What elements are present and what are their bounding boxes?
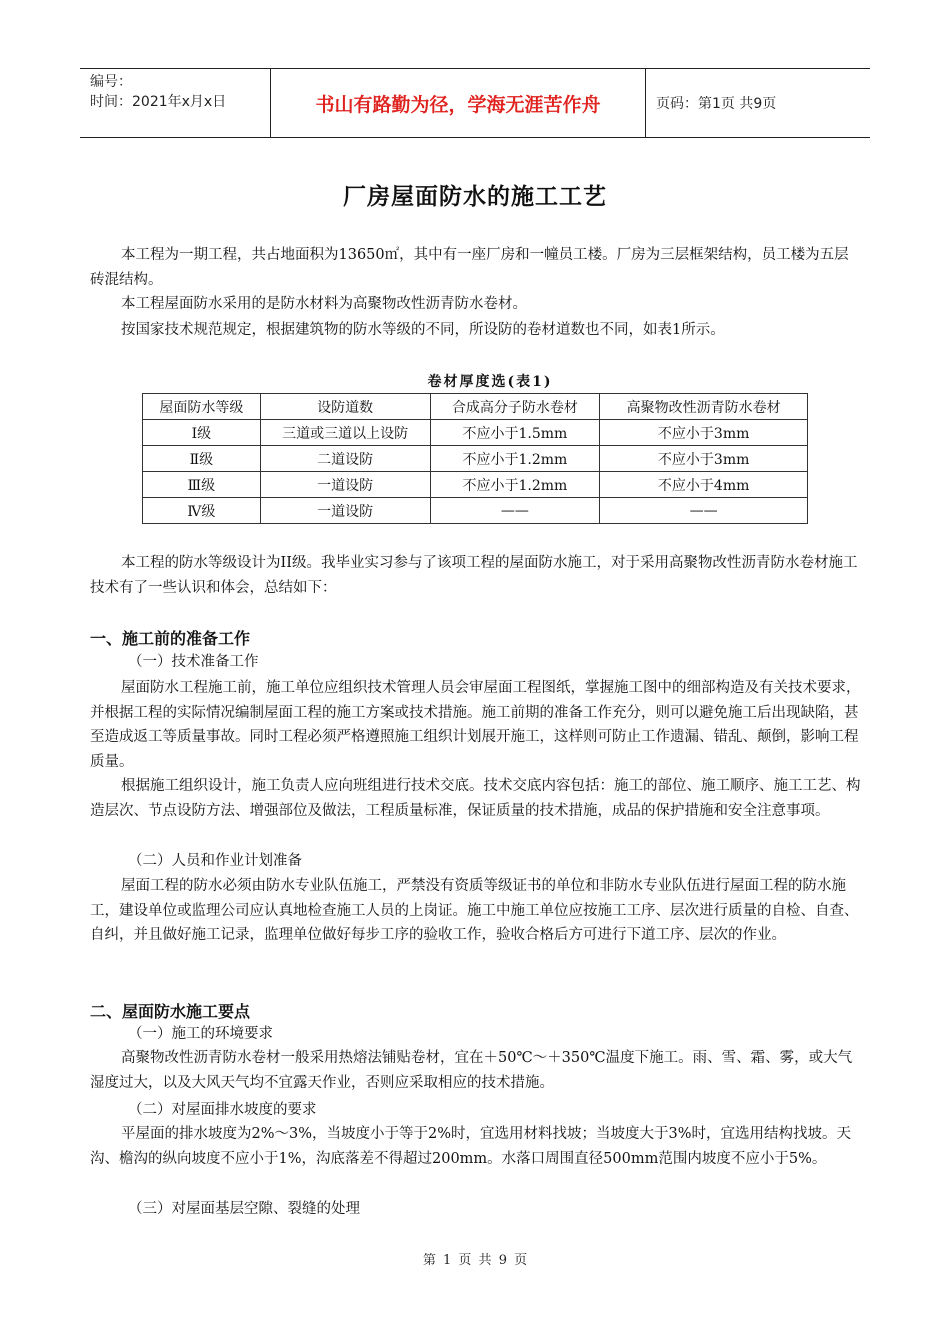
table-cell: Ⅱ级 [143,446,261,472]
table-cell: —— [430,498,600,524]
table-cell: —— [600,498,808,524]
section-2-paragraph-2: 平屋面的排水坡度为2%～3%，当坡度小于等于2%时，宜选用材料找坡；当坡度大于3%时，宜选用结构找坡。天沟、檐沟的纵向坡度不应小于1%，沟底落差不得超过200mm。水落口周围直径500mm范围内坡度不应小于5%。 [90,1126,852,1167]
table-cell: 不应小于3mm [600,446,808,472]
table-row [143,498,808,524]
table-cell: 三道或三道以上设防 [260,420,430,446]
section-1-paragraph-3: 屋面工程的防水必须由防水专业队伍施工，严禁没有资质等级证书的单位和非防水专业队伍进行屋面工程的防水施工，建设单位或监理公司应认真地检查施工人员的上岗证。施工中施工单位应按施工工序、层次进行质量的自检、自查、自纠，并且做好施工记录，监理单位做好每步工序的验收工作，验收合格后方可进行下道工序、层次的作业。 [90,878,859,943]
table-cell: 不应小于4mm [600,472,808,498]
section-2-paragraph-1: 高聚物改性沥青防水卷材一般采用热熔法铺贴卷材，宜在＋50℃～＋350℃温度下施工。雨、雪、霜、雾，或大气湿度过大，以及大风天气均不宜露天作业，否则应采取相应的技术措施。 [90,1050,853,1091]
table-cell: Ⅰ级 [143,420,261,446]
section-1-paragraph-1: 屋面防水工程施工前，施工单位应组织技术管理人员会审屋面工程图纸，掌握施工图中的细部构造及有关技术要求，并根据工程的实际情况编制屋面工程的施工方案或技术措施。施工前期的准备工作充分，则可以避免施工后出现缺陷，甚至造成返工等质量事故。同时工程必须严格遵照施工组织计划展开施工，这样则可防止工作遗漏、错乱、颠倒，影响工程质量。 [90,680,861,770]
document-date: 时间：2021年x月x日 [90,94,227,110]
thickness-table [142,393,808,524]
section-1-subheading-2: （二）人员和作业计划准备 [128,853,302,869]
section-2-subheading-3: （三）对屋面基层空隙、裂缝的处理 [128,1201,360,1217]
section-2-heading: 二、屋面防水施工要点 [90,1002,251,1021]
table-cell: 不应小于1.5mm [430,420,600,446]
table-header-cell: 高聚物改性沥青防水卷材 [600,394,808,420]
table-cell: Ⅳ级 [143,498,261,524]
section-1-paragraph-2: 根据施工组织设计，施工负责人应向班组进行技术交底。技术交底内容包括：施工的部位、施工顺序、施工工艺、构造层次、节点设防方法、增强部位及做法，工程质量标准，保证质量的技术措施，成品的保护措施和安全注意事项。 [90,778,861,819]
table-row [143,420,808,446]
document-title: 厂房屋面防水的施工工艺 [343,184,607,210]
document-number-label: 编号： [90,74,132,90]
table-cell: 二道设防 [260,446,430,472]
table-header-cell: 屋面防水等级 [143,394,261,420]
table-cell: 不应小于1.2mm [430,472,600,498]
intro-paragraph-2: 本工程屋面防水采用的是防水材料为高聚物改性沥青防水卷材。 [121,296,527,312]
summary-paragraph: 本工程的防水等级设计为II级。我毕业实习参与了该项工程的屋面防水施工，对于采用高聚物改性沥青防水卷材施工技术有了一些认识和体会，总结如下： [90,555,858,596]
table-row [143,472,808,498]
section-1-heading: 一、施工前的准备工作 [90,629,251,648]
table-caption: 卷材厚度选(表1) [427,374,553,390]
table-cell: 一道设防 [260,472,430,498]
header-page-number: 页码：第1页 共9页 [656,96,777,112]
intro-paragraph-3: 按国家技术规范规定，根据建筑物的防水等级的不同，所设防的卷材道数也不同，如表1所示。 [121,322,725,338]
table-row [143,446,808,472]
table-cell: Ⅲ级 [143,472,261,498]
table-header-row [143,394,808,420]
section-1-subheading-1: （一）技术准备工作 [128,654,259,670]
section-2-subheading-2: （二）对屋面排水坡度的要求 [128,1102,317,1118]
table-header-cell: 合成高分子防水卷材 [430,394,600,420]
table-cell: 一道设防 [260,498,430,524]
header-slogan: 书山有路勤为径，学海无涯苦作舟 [270,69,646,137]
header-meta [80,69,270,137]
intro-paragraph-1: 本工程为一期工程，共占地面积为13650㎡，其中有一座厂房和一幢员工楼。厂房为三层框架结构，员工楼为五层砖混结构。 [90,247,849,288]
page-header [80,68,870,138]
table-cell: 不应小于3mm [600,420,808,446]
table-cell: 不应小于1.2mm [430,446,600,472]
section-2-subheading-1: （一）施工的环境要求 [128,1026,273,1042]
page-footer: 第 1 页 共 9 页 [422,1253,528,1268]
table-header-cell: 设防道数 [260,394,430,420]
